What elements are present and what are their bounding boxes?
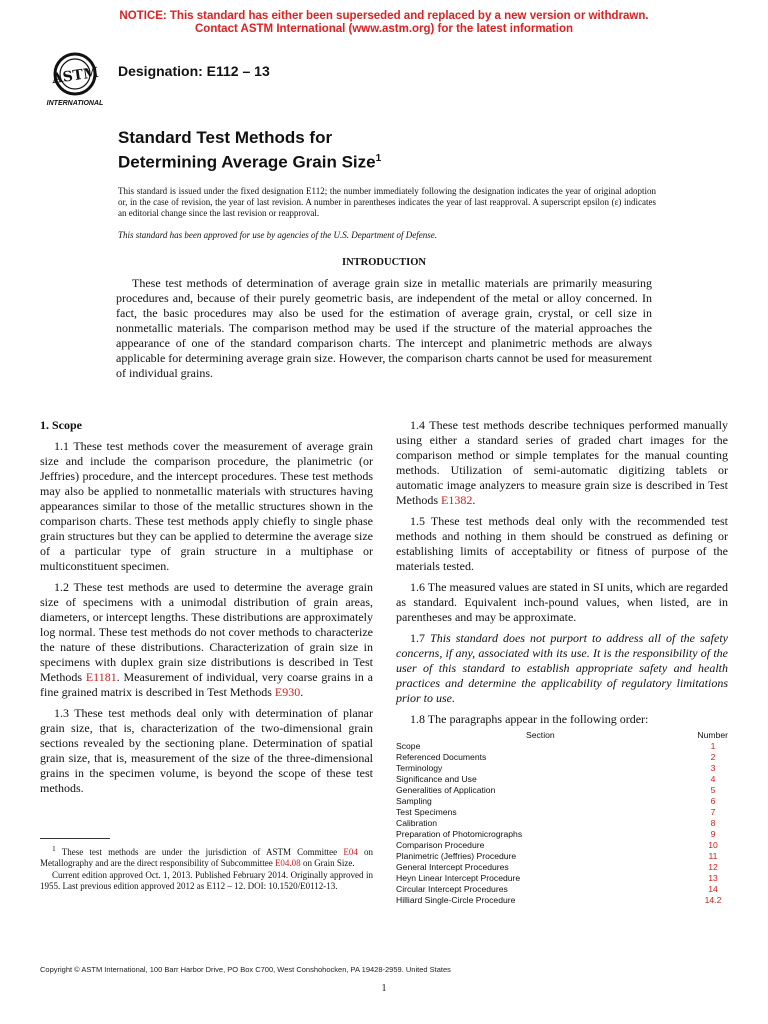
svg-text:INTERNATIONAL: INTERNATIONAL: [46, 100, 104, 107]
toc-row: [396, 774, 728, 785]
toc-row: [396, 862, 728, 873]
toc-row: [396, 873, 728, 884]
footnote-text-2: on Metallography and are the direct responsibility of Subcommittee: [40, 847, 374, 868]
paragraph-1-7-number: 1.7: [410, 631, 431, 645]
toc-section-number[interactable]: 2: [710, 752, 716, 762]
toc-section-number[interactable]: 13: [708, 873, 718, 883]
toc-section-name: Scope: [396, 741, 421, 751]
link-e930[interactable]: E930: [274, 685, 301, 699]
notice-line-2: Contact ASTM International (www.astm.org) for the latest information: [194, 23, 574, 35]
toc-section-number[interactable]: 8: [710, 818, 716, 828]
svg-text:ASTM: ASTM: [50, 64, 100, 88]
page-number: 1: [381, 983, 387, 994]
toc-section-number[interactable]: 7: [710, 807, 716, 817]
link-e1181[interactable]: E1181: [85, 670, 117, 684]
paragraph-1-3: 1.3 These test methods deal only with determination of planar grain size, that is, characterization of the two-dimensional grain sections revealed by the sectioning plane. Determination of spatial grain size, that is, measurement of the size of the three-dimensional grains in the specimen volume, is beyond the scope of these test methods.: [40, 706, 373, 795]
link-e1382[interactable]: E1382: [441, 493, 473, 507]
paragraph-1-6: 1.6 The measured values are stated in SI units, which are regarded as standard. Equivalent inch-pound values, when listed, are in parentheses and may be approximate.: [396, 580, 728, 624]
toc-section-name: Significance and Use: [396, 774, 477, 784]
toc-row: [396, 807, 728, 818]
toc-section-name: Calibration: [396, 818, 438, 828]
title-footnote-mark: 1: [375, 153, 382, 164]
right-column: [396, 418, 728, 733]
introduction-text: These test methods of determination of average grain size in metallic materials are primarily measuring procedures and, because of their purely geometric basis, are independent of the metal or alloy concerned. In fact, the basic procedures may also be used for the estimation of average grain, crystal, or cell size in nonmetallic materials. The comparison method may be used if the structure of the material approaches the appearance of one of the standard comparison charts. The intercept and planimetric methods are always applicable for determining average grain size. However, the comparison charts cannot be used for measurement of individual grains.: [116, 276, 652, 380]
link-e04[interactable]: E04: [343, 847, 358, 857]
toc-section-name: Sampling: [396, 796, 432, 806]
paragraph-1-5: 1.5 These test methods deal only with the recommended test methods and nothing in them should be construed as defining or establishing limits of acceptability or fitness of purpose of the materials tested.: [396, 514, 728, 573]
toc-row: [396, 741, 728, 752]
toc-row: [396, 796, 728, 807]
paragraph-1-7-text: This standard does not purport to address all of the safety concerns, if any, associated with its use. It is the responsibility of the user of this standard to establish appropriate safety and health practices and determine the applicability of regulatory limitations prior to use.: [396, 631, 729, 705]
footnote: [40, 843, 373, 893]
toc-section-number[interactable]: 5: [710, 785, 716, 795]
toc-row: [396, 752, 728, 763]
toc-section-number[interactable]: 10: [708, 840, 718, 850]
footnote-rule: [40, 838, 110, 839]
toc-section-name: Referenced Documents: [396, 752, 487, 762]
copyright-line: Copyright © ASTM International, 100 Barr Harbor Drive, PO Box C700, West Conshohocken, PA 19428-2959. United States: [40, 965, 451, 974]
paragraph-1-2-end: .: [300, 685, 304, 699]
toc-section-number[interactable]: 9: [710, 829, 716, 839]
paragraph-1-7: [396, 631, 728, 706]
notice-line-1: NOTICE: This standard has either been superseded and replaced by a new version or withdrawn.: [119, 10, 649, 22]
toc-row: [396, 840, 728, 851]
section-order-table: [396, 730, 728, 906]
toc-section-name: Circular Intercept Procedures: [396, 884, 508, 894]
toc-section-name: General Intercept Procedures: [396, 862, 509, 872]
paragraph-1-1: 1.1 These test methods cover the measurement of average grain size and include the comparison procedure, the planimetric (or Jeffries) procedure, and the intercept procedures. These test methods may also be applied to nonmetallic materials with structures having appearances similar to those of the metallic structures shown in the comparison charts. These test methods apply chiefly to single phase grain structures but they can be applied to determine the average size of a particular type of grain structure in a multiphase or multiconstituent specimen.: [40, 439, 373, 573]
link-e04-08[interactable]: E04.08: [274, 858, 301, 868]
paragraph-1-2: [40, 580, 373, 700]
footnote-1: [40, 843, 373, 869]
issued-statement: This standard is issued under the fixed designation E112; the number immediately following the designation indicates the year of original adoption or, in the case of revision, the year of last revision. A number in parentheses indicates the year of last reapproval. A superscript epsilon (ε) indicates an editorial change since the last revision or reapproval.: [118, 186, 656, 218]
toc-section-number[interactable]: 14: [708, 884, 718, 894]
paragraph-1-4-end: .: [472, 493, 476, 507]
toc-row: [396, 829, 728, 840]
paragraph-1-2-text: 1.2 These test methods are used to determine the average grain size of specimens with a unimodal distribution of grain areas, diameters, or intercept lengths. These distributions are approximately log normal. These test methods do not cover methods to characterize the nature of these distributions. Characterization of grain size in specimens with duplex grain size distributions is described in Test Methods: [40, 580, 373, 684]
scope-heading: 1. Scope: [40, 418, 82, 432]
toc-section-header: Section: [526, 730, 555, 740]
toc-section-name: Preparation of Photomicrographs: [396, 829, 523, 839]
toc-section-number[interactable]: 3: [710, 763, 716, 773]
paragraph-1-4-text: 1.4 These test methods describe techniques performed manually using either a standard series of graded chart images for the comparison method or simple templates for the manual counting methods. Utilization of semi-automatic digitizing tablets or automatic image analyzers to measure grain size is described in Test Methods: [396, 418, 728, 507]
toc-section-number[interactable]: 11: [708, 851, 718, 861]
toc-row: [396, 818, 728, 829]
toc-section-name: Heyn Linear Intercept Procedure: [396, 873, 521, 883]
toc-rows: [396, 741, 728, 906]
left-column: [40, 418, 373, 802]
toc-section-name: Terminology: [396, 763, 443, 773]
toc-row: [396, 884, 728, 895]
toc-number-header: Number: [697, 730, 728, 740]
designation: Designation: E112 – 13: [118, 63, 270, 79]
introduction-heading: INTRODUCTION: [341, 257, 426, 268]
toc-header: [396, 730, 728, 741]
title-line-2: Determining Average Grain Size: [118, 152, 376, 172]
toc-section-name: Generalities of Application: [396, 785, 496, 795]
toc-section-name: Test Specimens: [396, 807, 457, 817]
footnote-text-1: These test methods are under the jurisdiction of ASTM Committee: [55, 847, 344, 857]
footnote-text-3: on Grain Size.: [300, 858, 355, 868]
toc-section-number[interactable]: 4: [710, 774, 716, 784]
toc-section-name: Comparison Procedure: [396, 840, 485, 850]
edition-note: Current edition approved Oct. 1, 2013. Published February 2014. Originally approved in 1955. Last previous edition approved 2012 as E112 – 12. DOI: 10.1520/E0112-13.: [40, 870, 373, 891]
toc-section-number[interactable]: 12: [708, 862, 718, 872]
toc-section-name: Planimetric (Jeffries) Procedure: [396, 851, 517, 861]
toc-row: [396, 895, 728, 906]
paragraph-1-4: [396, 418, 728, 508]
paragraph-1-8: 1.8 The paragraphs appear in the following order:: [410, 712, 649, 726]
title-line-1: Standard Test Methods for: [118, 128, 333, 147]
toc-row: [396, 851, 728, 862]
footnote-mark: 1: [52, 844, 56, 853]
toc-section-name: Hilliard Single-Circle Procedure: [396, 895, 516, 905]
dod-approval-statement: This standard has been approved for use by agencies of the U.S. Department of Defense.: [118, 230, 438, 240]
toc-section-number[interactable]: 14.2: [704, 895, 722, 905]
toc-section-number[interactable]: 1: [710, 741, 716, 751]
superseded-notice: [0, 10, 768, 36]
toc-row: [396, 785, 728, 796]
astm-logo: [40, 50, 110, 108]
toc-section-number[interactable]: 6: [710, 796, 716, 806]
document-title: [118, 127, 381, 173]
paragraph-1-2-text-2: . Measurement of individual, very coarse grains in a fine grained matrix is described in Test Methods: [40, 670, 374, 699]
toc-row: [396, 763, 728, 774]
